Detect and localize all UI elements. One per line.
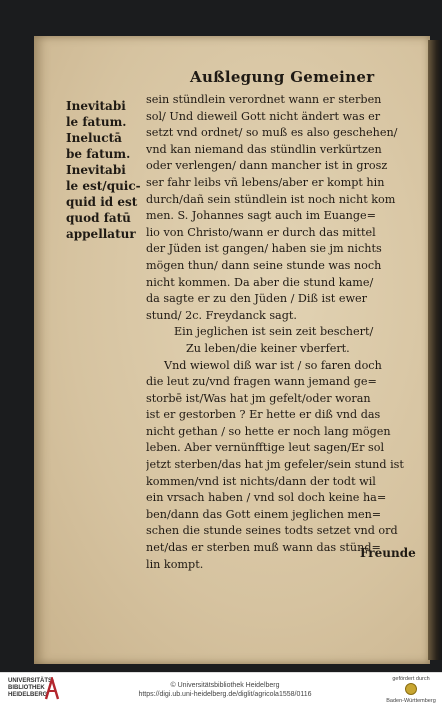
text-line: Vnd wiewol diß war ist / so faren doch	[164, 358, 382, 372]
copyright-text: © Universitätsbibliothek Heidelberg	[170, 682, 280, 689]
text-line: nicht kommen. Da aber die stund kame/	[146, 275, 374, 289]
heidelberg-logo-icon	[44, 677, 60, 701]
text-line: setzt vnd ordnet/ so muß es also geschehen/	[146, 126, 398, 140]
text-line: sein stündlein verordnet wann er sterben	[146, 93, 382, 106]
text-line: sol/ Und dieweil Gott nicht ändert was er	[146, 109, 381, 123]
text-line: lio von Christo/wann er durch das mittel	[146, 225, 376, 239]
verse-line: Ein jeglichen ist sein zeit beschert/	[174, 325, 374, 339]
text-line: oder verlengen/ dann mancher ist in grosz	[146, 159, 388, 173]
text-line: ist er gestorben ? Er hette er diß vnd das	[146, 408, 381, 422]
text-line: kommen/vnd ist nichts/dann der todt wil	[146, 474, 376, 488]
library-logo-line: HEIDELBERG	[8, 692, 48, 698]
text-line: storbē ist/Was hat jm gefelt/oder woran	[146, 391, 371, 405]
text-line: net/das er sterben muß wann das stünd=	[146, 541, 381, 555]
marginal-line: quid id est	[66, 195, 138, 209]
page-edge	[428, 40, 442, 660]
viewer-footer	[0, 672, 442, 706]
running-head: Außlegung Gemeiner	[190, 68, 375, 86]
text-line: leben. Aber vernünfftige leut sagen/Er sol	[146, 441, 385, 455]
text-line: ein vrsach haben / vnd sol doch keine ha=	[146, 491, 387, 505]
text-line: schen die stunde seines todts setzet vnd ord	[146, 524, 398, 538]
marginal-line: Inevitabi	[66, 163, 126, 177]
text-line: durch/dañ sein stündlein ist noch nicht kom	[146, 192, 396, 206]
text-line: jetzt sterben/das hat jm gefeler/sein stund ist	[146, 458, 404, 472]
marginal-line: Inevitabi	[66, 99, 126, 113]
marginal-line: quod fatū	[66, 211, 131, 225]
marginal-line: le est/quic-	[66, 179, 141, 193]
marginal-line: le fatum.	[66, 115, 127, 129]
funder-logo[interactable]	[384, 676, 438, 705]
funder-caption: gefördert durch	[392, 676, 430, 682]
text-line: men. S. Johannes sagt auch im Euange=	[146, 209, 377, 223]
text-line: lin kompt.	[146, 557, 204, 571]
source-url[interactable]: https://digi.ub.uni-heidelberg.de/diglit/agricola1558/0116	[138, 691, 312, 698]
baden-wuerttemberg-crest-icon	[405, 683, 417, 695]
library-logo-line: BIBLIOTHEK	[8, 685, 45, 691]
marginal-note	[66, 98, 140, 242]
text-line: stund/ 2c. Freydanck sagt.	[146, 308, 297, 322]
text-line: die leut zu/vnd fragen wann jemand ge=	[146, 375, 377, 389]
text-line: vnd kan niemand das stündlin verkürtzen	[146, 142, 382, 156]
text-line: nicht gethan / so hette er noch lang mögen	[146, 424, 391, 438]
marginal-line: appellatur	[66, 227, 136, 241]
marginal-line: be fatum.	[66, 147, 131, 161]
text-line: da sagte er zu den Jüden / Diß ist ewer	[146, 292, 368, 306]
catchword: Freunde	[360, 546, 416, 560]
verse-line: Zu leben/die keiner vberfert.	[186, 341, 350, 355]
body-text	[146, 92, 416, 573]
marginal-line: Ineluctā	[66, 131, 122, 145]
funder-name: Baden-Württemberg	[386, 698, 436, 704]
library-logo-line: UNIVERSITÄTS-	[8, 678, 55, 684]
text-line: der Jüden ist gangen/ haben sie jm nichts	[146, 242, 382, 256]
text-line: mögen thun/ dann seine stunde was noch	[146, 258, 382, 272]
text-line: ben/dann das Gott einem jeglichen men=	[146, 507, 382, 521]
text-line: ser fahr leibs vñ lebens/aber er kompt hin	[146, 175, 385, 189]
footer-credits	[110, 681, 340, 699]
